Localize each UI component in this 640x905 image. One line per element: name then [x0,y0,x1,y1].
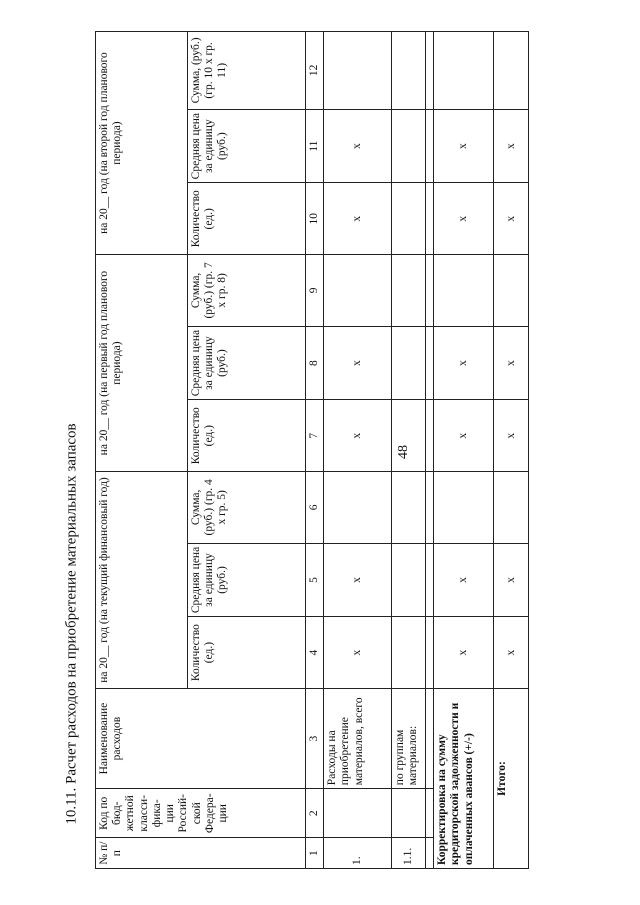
section-title: 10.11. Расчет расходов на приобретение материальных запасов [63,423,80,825]
header-name: Наименование расходов [96,688,306,788]
col-num-7: 7 [306,400,324,472]
col-num-1: 1 [306,838,324,869]
header-qty-1: Количество (ед.) [188,617,306,689]
row-2-num: 1.1. [392,838,426,869]
col-num-2: 2 [306,789,324,838]
header-num: № п/п [96,838,306,869]
total-price-3: х [494,109,529,183]
correction-price-3: х [434,109,494,183]
row-1-price-3: х [324,109,392,183]
row-1-num: 1. [324,838,392,869]
materials-expense-table [95,31,529,869]
header-price-3: Средняя цена за единицу (руб.) [188,109,306,183]
header-price-1: Средняя цена за единицу (руб.) [188,543,306,617]
total-sum-3 [494,32,529,110]
row-1-name: Расходы на приобретение материалов, всего [324,688,392,788]
col-num-11: 11 [306,109,324,183]
correction-qty-3: х [434,183,494,255]
row-1-price-1: х [324,543,392,617]
correction-price-2: х [434,326,494,400]
col-num-6: 6 [306,472,324,544]
header-qty-2: Количество (ед.) [188,400,306,472]
total-sum-2 [494,255,529,327]
row-1-qty-3: х [324,183,392,255]
header-code: Код по бюд-жетной класси-фика-ции Россий-ской Федера-ции [96,789,306,838]
total-sum-1 [494,472,529,544]
correction-qty-2: х [434,400,494,472]
row-1-price-2: х [324,326,392,400]
table-row [426,32,434,869]
header-price-2: Средняя цена за единицу (руб.) [188,326,306,400]
correction-sum-2 [434,255,494,327]
col-num-9: 9 [306,255,324,327]
header-sum-2: Сумма, (руб.) (гр. 7 х гр. 8) [188,255,306,327]
row-2-code [392,789,426,838]
total-qty-1: х [494,617,529,689]
table-row [494,32,529,869]
row-2-name: по группам материалов: [392,688,426,788]
header-qty-3: Количество (ед.) [188,183,306,255]
total-qty-3: х [494,183,529,255]
header-period-first: на 20__ год (на первый год планового периода) [96,255,188,472]
correction-sum-1 [434,472,494,544]
col-num-8: 8 [306,326,324,400]
page-number: 48 [396,445,411,459]
total-price-2: х [494,326,529,400]
correction-price-1: х [434,543,494,617]
total-qty-2: х [494,400,529,472]
table-row [434,32,494,869]
rotated-table-container [95,31,517,869]
correction-label: Корректировка на сумму кредиторской задолженности и оплаченных авансов (+/-) [434,688,494,868]
col-num-5: 5 [306,543,324,617]
col-num-3: 3 [306,688,324,788]
row-1-qty-2: х [324,400,392,472]
column-number-row [306,32,324,869]
table-row [392,32,426,869]
total-label: Итого: [494,688,529,868]
correction-sum-3 [434,32,494,110]
row-1-qty-1: х [324,617,392,689]
header-sum-1: Сумма, (руб.) (гр. 4 х гр. 5) [188,472,306,544]
table-row [324,32,392,869]
header-sum-3: Сумма, (руб.) (гр. 10 х гр. 11) [188,32,306,110]
row-1-code [324,789,392,838]
row-1-sum-2 [324,255,392,327]
row-1-sum-1 [324,472,392,544]
correction-qty-1: х [434,617,494,689]
col-num-12: 12 [306,32,324,110]
total-price-1: х [494,543,529,617]
col-num-4: 4 [306,617,324,689]
header-period-current: на 20__ год (на текущий финансовый год) [96,472,188,689]
header-period-second: на 20__ год (на второй год планового периода) [96,32,188,255]
row-1-sum-3 [324,32,392,110]
col-num-10: 10 [306,183,324,255]
header-row-1 [96,32,188,869]
